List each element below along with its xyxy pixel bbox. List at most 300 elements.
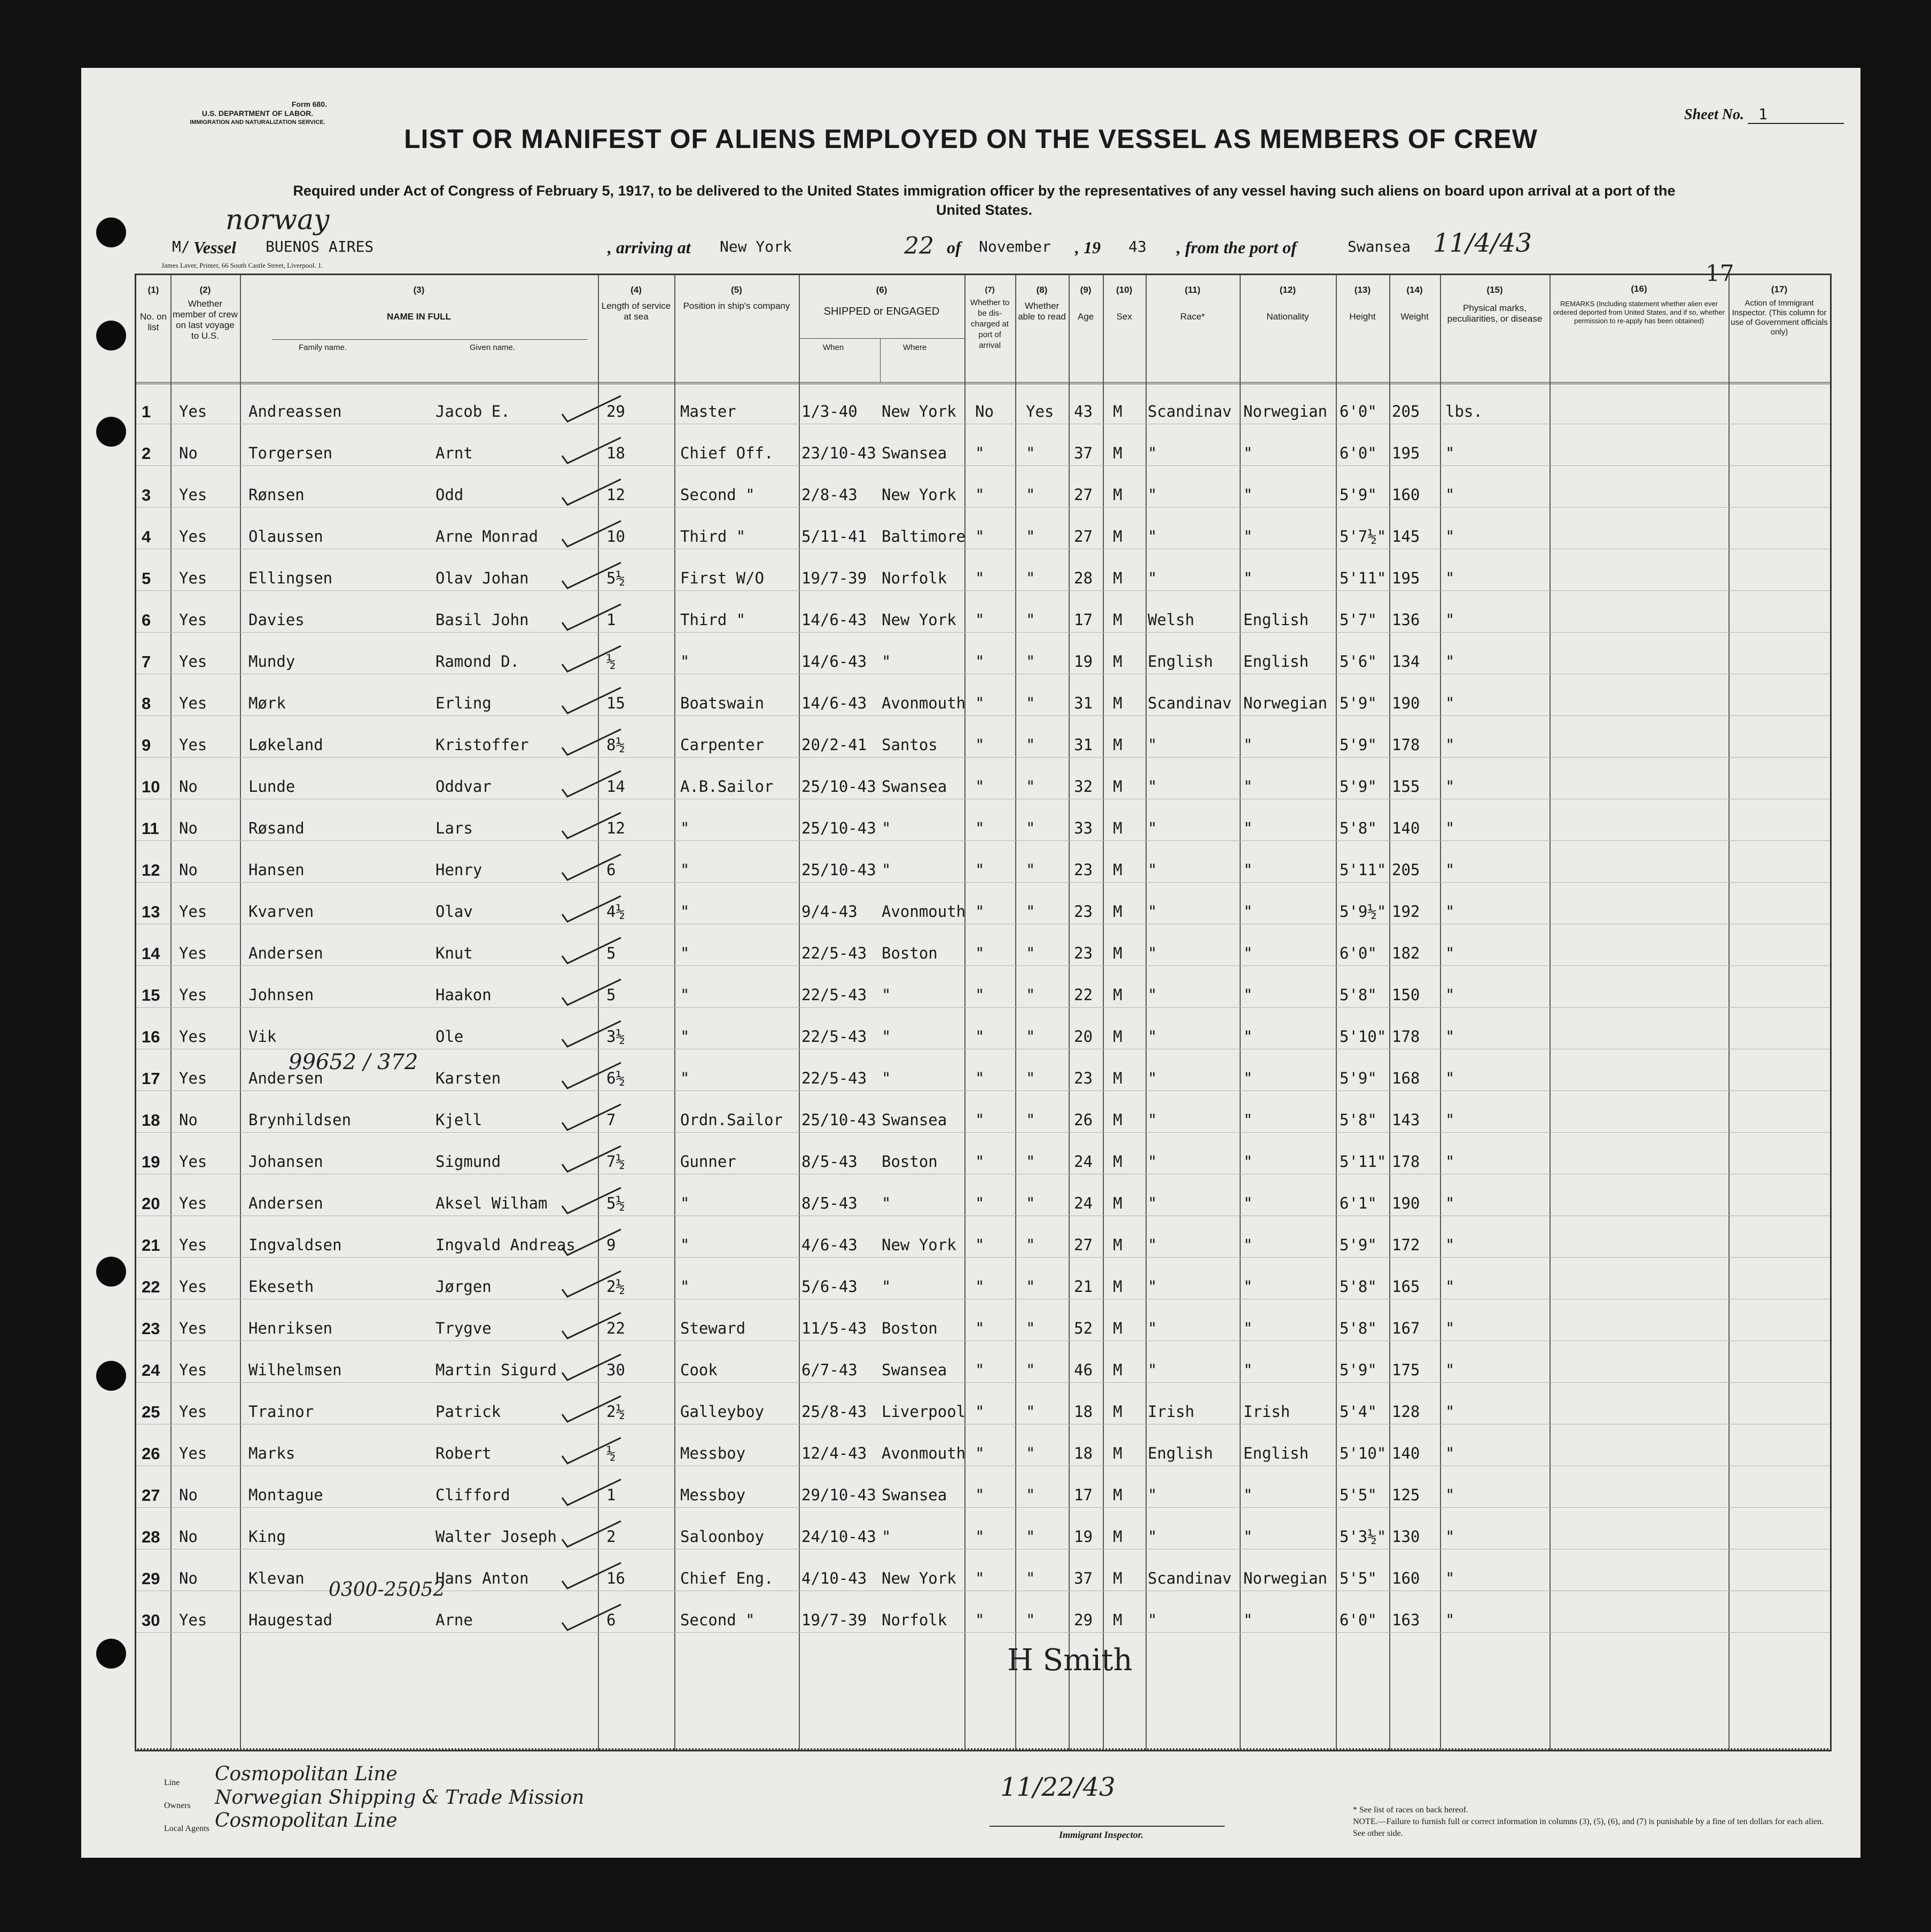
cell-discharge: " [975,1194,985,1212]
cell-no: 9 [142,736,151,754]
cell-given: Patrick [435,1403,501,1421]
cell-service: 5 [606,944,616,962]
service-name: IMMIGRATION AND NATURALIZATION SERVICE. [190,119,325,126]
cell-read: " [1026,611,1035,629]
cell-nationality: " [1243,819,1253,837]
cell-crew: No [179,1569,198,1587]
cell-weight: 165 [1392,1277,1420,1296]
table-row [136,1424,1830,1466]
cell-read: " [1026,1403,1035,1421]
cell-when: 22/5-43 [801,944,867,962]
check-mark-icon [561,1477,624,1509]
cell-height: 5'5" [1340,1569,1377,1587]
cell-position: Messboy [680,1486,746,1504]
cell-position: Second " [680,486,755,504]
cell-race: Scandinav [1148,1569,1232,1587]
cell-no: 1 [142,402,151,421]
cell-no: 27 [142,1486,160,1505]
cell-age: 24 [1074,1194,1093,1212]
cell-crew: Yes [179,986,207,1004]
cell-weight: 195 [1392,569,1420,587]
arriving-label: , arriving at [608,238,691,257]
cell-crew: Yes [179,402,207,420]
cell-service: ½ [606,1444,616,1462]
cell-where: " [882,1027,891,1046]
cell-discharge: " [975,777,985,796]
cell-age: 46 [1074,1361,1093,1379]
cell-position: Third " [680,611,746,629]
cell-service: 12 [606,486,625,504]
cell-crew: Yes [179,1194,207,1212]
sheet-number-label: Sheet No. [1684,106,1744,123]
cell-where: " [882,1069,891,1087]
cell-age: 31 [1074,694,1093,712]
table-row [136,1299,1830,1341]
cell-nationality: " [1243,861,1253,879]
cell-race: " [1148,527,1157,546]
cell-marks: " [1445,652,1455,671]
cell-read: " [1026,1152,1035,1171]
col-header-discharge: (7) Whether to be dis-charged at port of arrival [970,285,1010,350]
cell-read: " [1026,486,1035,504]
cell-service: 7½ [606,1152,625,1171]
cell-sex: M [1113,944,1123,962]
arrival-month: November [979,238,1051,255]
cell-crew: No [179,1486,198,1504]
cell-family: Johnsen [248,986,314,1004]
cell-no: 20 [142,1194,160,1213]
cell-position: Chief Eng. [680,1569,774,1587]
cell-crew: No [179,1111,198,1129]
cell-where: " [882,986,891,1004]
cell-height: 5'9" [1340,694,1377,712]
cell-read: " [1026,819,1035,837]
cell-nationality: Norwegian [1243,402,1328,420]
cell-read: " [1026,1569,1035,1587]
cell-when: 14/6-43 [801,611,867,629]
cell-height: 5'11" [1340,861,1387,879]
table-row [136,1382,1830,1424]
cell-where: " [882,1194,891,1212]
line-value: Cosmopolitan Line [215,1763,398,1785]
cell-height: 6'0" [1340,444,1377,462]
cell-family: Kvarven [248,902,314,921]
cell-nationality: English [1243,1444,1309,1462]
punch-hole [96,217,126,247]
cell-read: " [1026,986,1035,1004]
cell-when: 14/6-43 [801,694,867,712]
cell-when: 22/5-43 [801,1069,867,1087]
cell-when: 24/10-43 [801,1528,876,1546]
cell-where: Boston [882,1152,938,1171]
sheet-number-value: 1 [1748,105,1844,124]
check-mark-icon [561,1227,624,1259]
table-row [136,757,1830,799]
cell-no: 6 [142,611,151,629]
given-name-label: Given name. [470,343,516,352]
cell-where: Swansea [882,1486,947,1504]
cell-discharge: " [975,1319,985,1337]
cell-crew: Yes [179,1611,207,1629]
cell-race: " [1148,1152,1157,1171]
check-mark-icon [561,1311,624,1343]
table-row [136,715,1830,758]
cell-marks: " [1445,1236,1455,1254]
cell-weight: 143 [1392,1111,1420,1129]
col-header-remarks: (16) REMARKS (Including statement whether alien ever ordered deported from United States, and if so, whether permission to re-apply has been obtained) [1553,284,1725,325]
cell-marks: " [1445,944,1455,962]
cell-discharge: " [975,944,985,962]
cell-marks: " [1445,444,1455,462]
cell-nationality: " [1243,1152,1253,1171]
cell-age: 23 [1074,1069,1093,1087]
cell-read: Yes [1026,402,1054,420]
cell-sex: M [1113,1194,1123,1212]
cell-where: " [882,1528,891,1546]
cell-crew: Yes [179,736,207,754]
total-count-handwritten: 17 [1706,260,1734,286]
cell-age: 20 [1074,1027,1093,1046]
check-mark-icon [561,560,624,593]
cell-service: 15 [606,694,625,712]
cell-race: " [1148,861,1157,879]
cell-family: Lunde [248,777,295,796]
cell-crew: Yes [179,486,207,504]
vessel-label: Vessel [193,238,236,257]
cell-given: Olav [435,902,473,921]
cell-crew: Yes [179,1319,207,1337]
cell-sex: M [1113,1319,1123,1337]
cell-service: 30 [606,1361,625,1379]
cell-marks: " [1445,861,1455,879]
where-label: Where [903,343,927,352]
cell-when: 5/11-41 [801,527,867,546]
punch-hole [96,1257,126,1287]
cell-sex: M [1113,1277,1123,1296]
check-mark-icon [561,1394,624,1426]
cell-position: " [680,986,690,1004]
cell-race: " [1148,1027,1157,1046]
cell-family: Ellingsen [248,569,333,587]
cell-marks: lbs. [1445,402,1483,420]
cell-position: Messboy [680,1444,746,1462]
cell-where: New York [882,402,956,420]
cell-marks: " [1445,986,1455,1004]
cell-when: 22/5-43 [801,1027,867,1046]
cell-marks: " [1445,486,1455,504]
cell-weight: 175 [1392,1361,1420,1379]
cell-height: 5'9" [1340,1069,1377,1087]
cell-crew: Yes [179,1403,207,1421]
cell-nationality: Norwegian [1243,694,1328,712]
check-mark-icon [561,1519,624,1551]
cell-read: " [1026,777,1035,796]
cell-age: 19 [1074,652,1093,671]
cell-given: Oddvar [435,777,492,796]
cell-when: 25/10-43 [801,861,876,879]
cell-no: 24 [142,1361,160,1380]
cell-where: Swansea [882,1361,947,1379]
cell-sex: M [1113,527,1123,546]
table-row [136,1090,1830,1133]
cell-when: 19/7-39 [801,569,867,587]
table-row [136,1174,1830,1216]
cell-no: 11 [142,819,159,838]
cell-where: New York [882,1236,956,1254]
col-header-weight: (14) Weight [1400,285,1429,322]
cell-when: 8/5-43 [801,1194,858,1212]
cell-crew: Yes [179,611,207,629]
cell-position: Chief Off. [680,444,774,462]
cell-given: Jacob E. [435,402,510,420]
cell-read: " [1026,652,1035,671]
cell-nationality: " [1243,1486,1253,1504]
cell-sex: M [1113,1528,1123,1546]
cell-no: 10 [142,777,160,796]
cell-nationality: " [1243,736,1253,754]
cell-family: Mundy [248,652,295,671]
cell-nationality: Irish [1243,1403,1290,1421]
cell-given: Sigmund [435,1152,501,1171]
cell-position: " [680,1277,690,1296]
col-header-position: (5) Position in ship's company [683,285,790,311]
cell-marks: " [1445,611,1455,629]
cell-service: 18 [606,444,625,462]
table-row [136,590,1830,633]
cell-where: Norfolk [882,569,947,587]
check-mark-icon [561,1269,624,1301]
cell-discharge: " [975,902,985,921]
cell-age: 23 [1074,861,1093,879]
table-row [136,1007,1830,1049]
cell-given: Ramond D. [435,652,520,671]
check-mark-icon [561,644,624,676]
col-header-sex: (10) Sex [1116,285,1133,322]
table-row [136,632,1830,674]
cell-discharge: " [975,1027,985,1046]
cell-height: 5'9" [1340,486,1377,504]
cell-age: 24 [1074,1152,1093,1171]
cell-height: 5'9" [1340,1236,1377,1254]
cell-race: " [1148,569,1157,587]
cell-given: Ingvald Andreas [435,1236,575,1254]
table-row [136,674,1830,716]
cell-nationality: English [1243,652,1309,671]
cell-race: " [1148,1319,1157,1337]
cell-service: 10 [606,527,625,546]
cell-given: Haakon [435,986,492,1004]
cell-given: Clifford [435,1486,510,1504]
cell-age: 37 [1074,1569,1093,1587]
cell-position: First W/O [680,569,765,587]
cell-height: 5'9" [1340,1361,1377,1379]
cell-no: 15 [142,986,160,1004]
check-mark-icon [561,769,624,801]
cell-family: Ingvaldsen [248,1236,342,1254]
cell-height: 5'5" [1340,1486,1377,1504]
cell-height: 5'4" [1340,1403,1377,1421]
cell-when: 25/8-43 [801,1403,867,1421]
cell-read: " [1026,1027,1035,1046]
vessel-prefix: M/ [172,238,190,255]
cell-where: " [882,1277,891,1296]
cell-read: " [1026,569,1035,587]
cell-age: 19 [1074,1528,1093,1546]
check-mark-icon [561,1436,624,1468]
cell-read: " [1026,736,1035,754]
cell-position: Cook [680,1361,718,1379]
cell-weight: 195 [1392,444,1420,462]
check-mark-icon [561,727,624,759]
cell-given: Lars [435,819,473,837]
cell-age: 23 [1074,944,1093,962]
cell-crew: Yes [179,1027,207,1046]
cell-where: Norfolk [882,1611,947,1629]
cell-sex: M [1113,1111,1123,1129]
cell-race: Scandinav [1148,694,1232,712]
cell-age: 18 [1074,1444,1093,1462]
cell-family: Wilhelmsen [248,1361,342,1379]
cell-marks: " [1445,1611,1455,1629]
table-row [136,549,1830,591]
cell-discharge: " [975,1528,985,1546]
cell-position: Saloonboy [680,1528,765,1546]
punch-hole [96,417,126,447]
cell-height: 5'3½" [1340,1528,1387,1546]
cell-race: Scandinav [1148,402,1232,420]
cell-discharge: " [975,486,985,504]
cell-discharge: " [975,819,985,837]
cell-read: " [1026,861,1035,879]
table-row [136,382,1830,424]
cell-nationality: " [1243,1528,1253,1546]
cell-when: 25/10-43 [801,819,876,837]
cell-height: 5'9" [1340,777,1377,796]
cell-when: 6/7-43 [801,1361,858,1379]
cell-no: 22 [142,1277,160,1296]
cell-race: " [1148,444,1157,462]
cell-when: 14/6-43 [801,652,867,671]
punch-hole [96,1639,126,1669]
cell-weight: 178 [1392,736,1420,754]
col-header-height: (13) Height [1349,285,1376,322]
cell-sex: M [1113,1486,1123,1504]
cell-where: Swansea [882,1111,947,1129]
col-header-age: (9) Age [1077,285,1094,322]
cell-height: 5'10" [1340,1444,1387,1462]
cell-crew: No [179,444,198,462]
cell-weight: 178 [1392,1027,1420,1046]
cell-weight: 160 [1392,1569,1420,1587]
cell-weight: 155 [1392,777,1420,796]
cell-family: Mørk [248,694,286,712]
check-mark-icon [561,519,624,551]
cell-race: " [1148,1111,1157,1129]
cell-read: " [1026,1111,1035,1129]
cell-when: 11/5-43 [801,1319,867,1337]
cell-no: 16 [142,1027,160,1046]
cell-read: " [1026,902,1035,921]
cell-race: " [1148,986,1157,1004]
cell-position: " [680,652,690,671]
cell-age: 27 [1074,486,1093,504]
cell-where: Avonmouth [882,1444,966,1462]
cell-height: 6'0" [1340,402,1377,420]
cell-service: 5½ [606,1194,625,1212]
cell-sex: M [1113,1611,1123,1629]
cell-no: 8 [142,694,151,713]
cell-marks: " [1445,1069,1455,1087]
cell-weight: 168 [1392,1069,1420,1087]
cell-marks: " [1445,1403,1455,1421]
line-label: Line [164,1778,180,1787]
table-header [136,275,1830,384]
sheet-number [1684,105,1844,124]
cell-given: Jørgen [435,1277,492,1296]
cell-no: 13 [142,902,160,921]
cell-service: 29 [606,402,625,420]
cell-nationality: " [1243,1069,1253,1087]
cell-age: 52 [1074,1319,1093,1337]
cell-service: ½ [606,652,616,671]
cell-crew: Yes [179,652,207,671]
cell-weight: 140 [1392,819,1420,837]
cell-when: 20/2-41 [801,736,867,754]
cell-read: " [1026,1319,1035,1337]
file-number-annotation: 0300-25052 [329,1579,446,1601]
cell-age: 29 [1074,1611,1093,1629]
cell-discharge: " [975,1152,985,1171]
cell-crew: No [179,1528,198,1546]
cell-family: Montague [248,1486,323,1504]
cell-weight: 150 [1392,986,1420,1004]
cell-marks: " [1445,1277,1455,1296]
cell-discharge: " [975,1111,985,1129]
cell-sex: M [1113,444,1123,462]
cell-service: 8½ [606,736,625,754]
cell-no: 5 [142,569,151,588]
cell-family: Andersen [248,1069,323,1087]
cell-where: New York [882,611,956,629]
cell-marks: " [1445,1569,1455,1587]
cell-race: " [1148,486,1157,504]
table-row [136,840,1830,883]
cell-read: " [1026,1611,1035,1629]
cell-read: " [1026,1486,1035,1504]
cell-discharge: " [975,1611,985,1629]
cell-family: Klevan [248,1569,305,1587]
cell-given: Walter Joseph [435,1528,557,1546]
cell-position: " [680,1194,690,1212]
cell-sex: M [1113,986,1123,1004]
cell-race: " [1148,1361,1157,1379]
cell-when: 29/10-43 [801,1486,876,1504]
cell-when: 5/6-43 [801,1277,858,1296]
cell-sex: M [1113,736,1123,754]
cell-nationality: " [1243,944,1253,962]
cell-where: Santos [882,736,938,754]
cell-read: " [1026,527,1035,546]
cell-family: Trainor [248,1403,314,1421]
cell-given: Karsten [435,1069,501,1087]
cell-nationality: " [1243,527,1253,546]
cell-race: " [1148,1528,1157,1546]
table-row [136,1132,1830,1174]
cell-given: Arnt [435,444,473,462]
cell-service: 5½ [606,569,625,587]
cell-nationality: " [1243,1277,1253,1296]
cell-weight: 163 [1392,1611,1420,1629]
